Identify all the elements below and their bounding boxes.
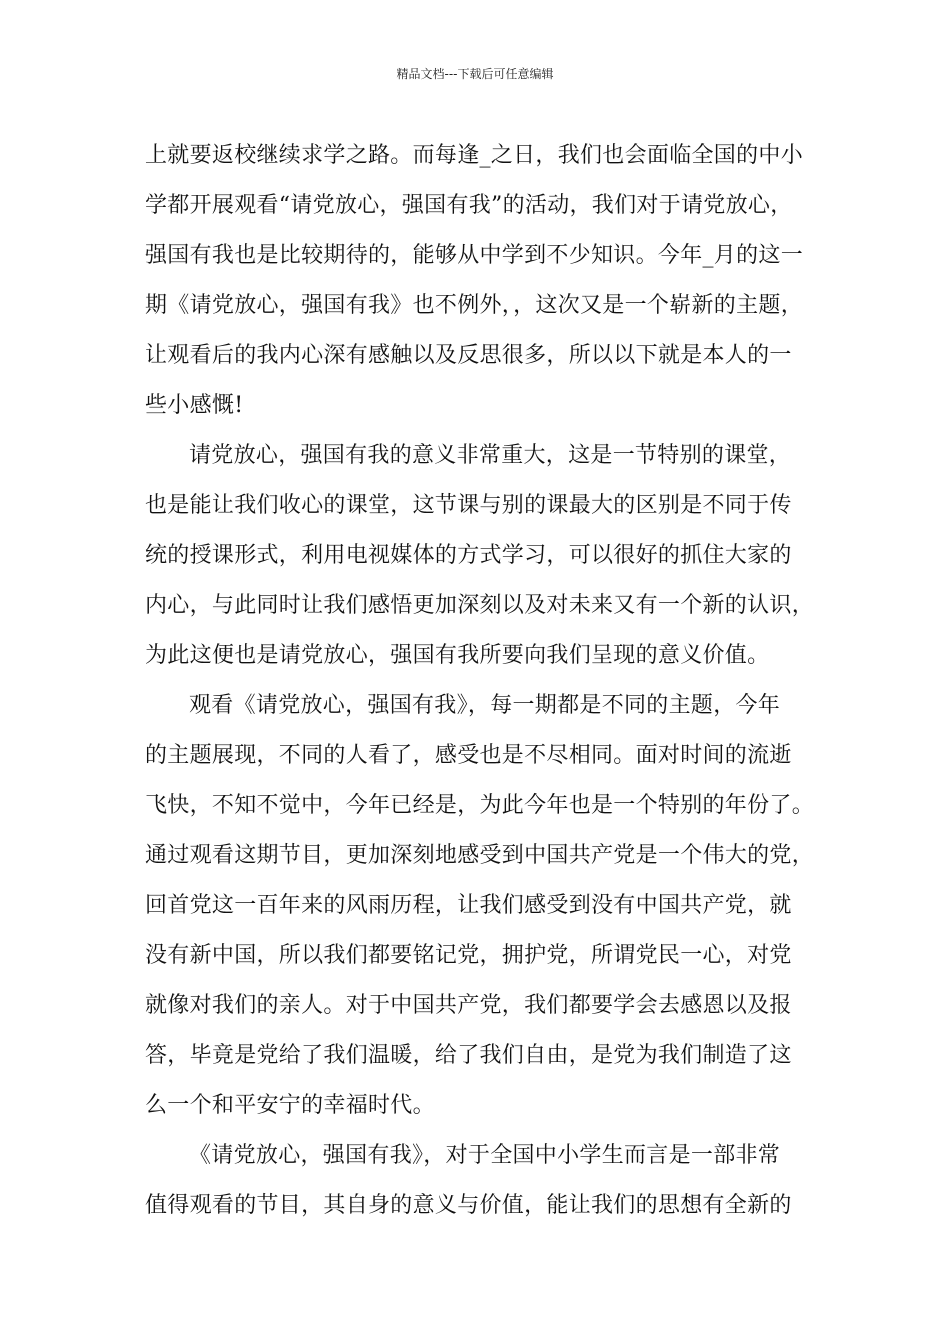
body-text [145, 131, 815, 1231]
text-line: 期《请党放心，强国有我》也不例外，，这次又是一个崭新的主题， [145, 293, 804, 318]
text-line: 些小感慨! [145, 393, 244, 418]
text-line: 为此这便也是请党放心，强国有我所要向我们呈现的意义价值。 [145, 643, 770, 668]
text-line: 飞快，不知不觉中，今年已经是，为此今年也是一个特别的年份了。 [145, 793, 815, 818]
text-line: 请党放心，强国有我的意义非常重大，这是一节特别的课堂， [189, 443, 792, 468]
text-line: 回首党这一百年来的风雨历程，让我们感受到没有中国共产党，就 [145, 893, 792, 918]
text-line: 统的授课形式，利用电视媒体的方式学习，可以很好的抓住大家的 [145, 543, 792, 568]
text-line: 么一个和平安宁的幸福时代。 [145, 1093, 435, 1118]
text-line: 也是能让我们收心的课堂，这节课与别的课最大的区别是不同于传 [145, 493, 792, 518]
text-line: 强国有我也是比较期待的，能够从中学到不少知识。今年_月的这一 [145, 243, 804, 268]
text-line: 就像对我们的亲人。对于中国共产党，我们都要学会去感恩以及报 [145, 993, 792, 1018]
text-line: 值得观看的节目，其自身的意义与价值，能让我们的思想有全新的 [145, 1193, 792, 1218]
text-line: 的主题展现，不同的人看了，感受也是不尽相同。面对时间的流逝 [145, 743, 792, 768]
text-line: 观看《请党放心，强国有我》，每一期都是不同的主题，今年 [189, 693, 781, 718]
text-line: 学都开展观看“请党放心，强国有我”的活动，我们对于请党放心， [145, 193, 793, 218]
text-line: 内心，与此同时让我们感悟更加深刻以及对未来又有一个新的认识， [145, 593, 815, 618]
text-line: 上就要返校继续求学之路。而每逢_之日，我们也会面临全国的中小 [145, 143, 804, 168]
text-line: 让观看后的我内心深有感触以及反思很多，所以以下就是本人的一 [145, 343, 792, 368]
text-line: 通过观看这期节目，更加深刻地感受到中国共产党是一个伟大的党， [145, 843, 815, 868]
text-line: 答，毕竟是党给了我们温暖，给了我们自由，是党为我们制造了这 [145, 1043, 792, 1068]
page-header: 精品文档---下载后可任意编辑 [396, 67, 554, 81]
text-line: 没有新中国，所以我们都要铭记党，拥护党，所谓党民一心，对党 [145, 943, 792, 968]
text-line: 《请党放心，强国有我》，对于全国中小学生而言是一部非常 [189, 1143, 781, 1168]
